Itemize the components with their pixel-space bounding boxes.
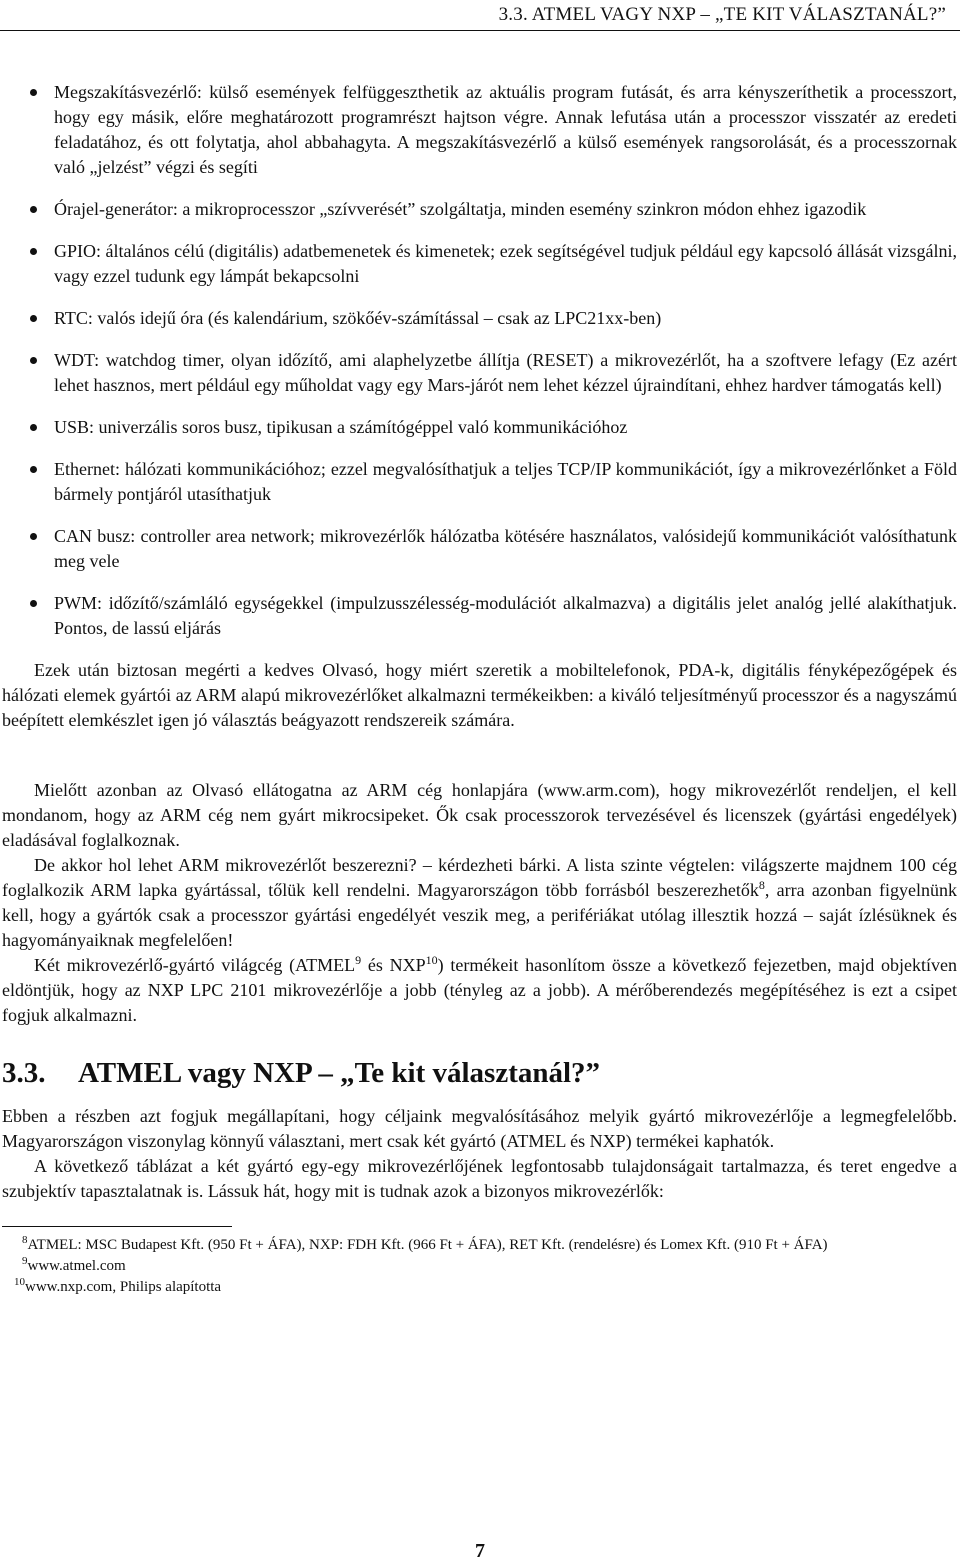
list-item-text: USB: univerzális soros busz, tipikusan a számítógéppel való kommunikációhoz [54,417,628,437]
footnote-ref: 9 [355,953,362,967]
list-item-text: WDT: watchdog timer, olyan időzítő, ami alaphelyzetbe állítja (RESET) a mikrovezérlőt, ha a szoftvere lefagy (Ez azért lehet hasznos, mert például egy műholdat vagy egy Mars-járót nem lehet kézzel újraindítani, ehhez hardver támogatás kell) [54,350,957,395]
bullet-icon [30,533,37,540]
footnote-mark: 10 [14,1276,25,1288]
list-item [2,591,957,641]
footnote-ref: 10 [425,953,438,967]
bullet-icon [30,248,37,255]
footnote-rule [2,1226,232,1227]
list-item [2,415,957,440]
footnote-text: www.atmel.com [27,1258,126,1274]
bullet-icon [30,89,37,96]
list-item [2,197,957,222]
list-item [2,524,957,574]
list-item-text: CAN busz: controller area network; mikrovezérlők hálózatba kötésére használatos, valósidejű kommunikációt valósíthatunk meg vele [54,526,957,571]
paragraph-text: Két mikrovezérlő-gyártó világcég (ATMEL [34,955,356,975]
list-item [2,80,957,180]
list-item [2,457,957,507]
section-number: 3.3. [2,1057,46,1089]
running-header: 3.3. ATMEL VAGY NXP – „TE KIT VÁLASZTANÁL?” [498,4,946,25]
paragraph-text: és NXP [361,955,426,975]
list-item-text: A megszakításvezérlő a külső események rangsorolását, és a processzornak való „jelzést” végzi és segíti [54,132,957,177]
paragraph-text: , arra azonban figyelnünk kell, hogy a gyártók csak a processzor gyártási engedélyét veszik meg, a perifériákat utólag illesztik hozzá – saját ízlésüknek és hagyományaiknak megfelelően! [2,880,957,950]
list-item-text: GPIO: általános célú (digitális) adatbemenetek és kimenetek; ezek segítségével tudjuk például egy kapcsoló állását vizsgálni, vagy ezzel tudunk egy lámpát bekapcsolni [54,241,957,286]
footnote [2,1256,957,1277]
paragraph-text: De akkor hol lehet ARM mikrovezérlőt beszerezni? – kérdezheti bárki. A lista szinte végtelen: világszerte majdnem 100 cég foglalkozik ARM lapka gyártással, tőlük kell rendelni. Magyarországon több forrásból beszerezhetők [2,855,957,900]
paragraph: Mielőtt azonban az Olvasó ellátogatna az ARM cég honlapjára (www.arm.com), hogy mikrovezérlőt rendeljen, el kell mondanom, hogy az ARM cég nem gyárt mikrocsipeket. Ők csak processzorok tervezésével és licenszek (gyártási engedélyek) eladásával foglalkoznak. [2,780,957,850]
section-title: ATMEL vagy NXP – „Te kit választanál?” [78,1057,601,1089]
page-number: 7 [475,1540,485,1562]
bullet-icon [30,357,37,364]
footnote-ref: 8 [758,878,765,892]
list-item-text: RTC: valós idejű óra (és kalendárium, szökőév-számítással – csak az LPC21xx-ben) [54,308,662,328]
list-item [2,306,957,331]
footnote-text: www.nxp.com, Philips alapította [25,1279,222,1295]
list-item-text: Órajel-generátor: a mikroprocesszor „szívverését” szolgáltatja, minden esemény szinkron módon ehhez igazodik [54,199,867,219]
paragraph: Ezek után biztosan megérti a kedves Olvasó, hogy miért szeretik a mobiltelefonok, PDA-k, digitális fényképezőgépek és hálózati elemek gyártói az ARM alapú mikrovezérlőket alkalmazni termékeikben: a kiváló teljesítményű processzor és a nagyszámú beépített elemkészlet igen jó választás beágyazott rendszereik számára. [2,660,957,730]
list-item [2,239,957,289]
list-item-text: PWM: időzítő/számláló egységekkel (impulzusszélesség-modulációt alkalmazva) a digitális jelet analóg jellé alakíthatjuk. Pontos, de lassú eljárás [54,593,957,638]
paragraph [2,953,957,1028]
footnotes [2,1235,957,1298]
list-item [2,348,957,398]
section-heading [2,1056,957,1090]
spacer [2,733,957,778]
list-item-text: Ethernet: hálózati kommunikációhoz; ezzel megvalósíthatjuk a teljes TCP/IP kommunikációt, így a mikrovezérlőnket a Föld bármely pontjáról utasíthatjuk [54,459,957,504]
paragraph: A következő táblázat a két gyártó egy-egy mikrovezérlőjének legfontosabb tulajdonságait tartalmazza, és teret engedve a szubjektív tapasztalatnak is. Lássuk hát, hogy mit is tudnak azok a bizonyos mikrovezérlők: [2,1156,957,1201]
bullet-icon [30,424,37,431]
feature-list [2,80,957,641]
bullet-icon [30,466,37,473]
bullet-icon [30,206,37,213]
list-item-text: Megszakításvezérlő: külső események felfüggeszthetik az aktuális program futását, és arra kényszeríthetik a processzort, hogy egy másik, előre meghatározott programrészt hajtson végre. Annak lefutása után a processzor visszatér az eredeti feladatához, és ott folytatja, ahol abbahagyta. [54,82,957,152]
page-content [2,80,957,1298]
footnote-mark: 9 [22,1255,28,1267]
footnote-text: ATMEL: MSC Budapest Kft. (950 Ft + ÁFA), NXP: FDH Kft. (966 Ft + ÁFA), RET Kft. (rendelésre) és Lomex Kft. (910 Ft + ÁFA) [27,1237,828,1253]
header-rule [0,30,960,31]
footnote [2,1277,957,1298]
bullet-icon [30,315,37,322]
footnote [2,1235,957,1256]
bullet-icon [30,600,37,607]
paragraph: Ebben a részben azt fogjuk megállapítani, hogy céljaink megvalósításához melyik gyártó mikrovezérlője a legmegfelelőbb. Magyarországon viszonylag könnyű választani, mert csak két gyártó (ATMEL és NXP) termékei kaphatók. [2,1106,957,1151]
paragraph-text: ) termékeit hasonlítom össze a következő fejezetben, majd objektíven eldöntjük, hogy az NXP LPC 2101 mikrovezérlője a jobb (tényleg az a jobb). A mérőberendezés megépítéséhez is ezt a csipet fogjuk alkalmazni. [2,955,957,1025]
footnote-mark: 8 [22,1234,28,1246]
paragraph [2,853,957,953]
